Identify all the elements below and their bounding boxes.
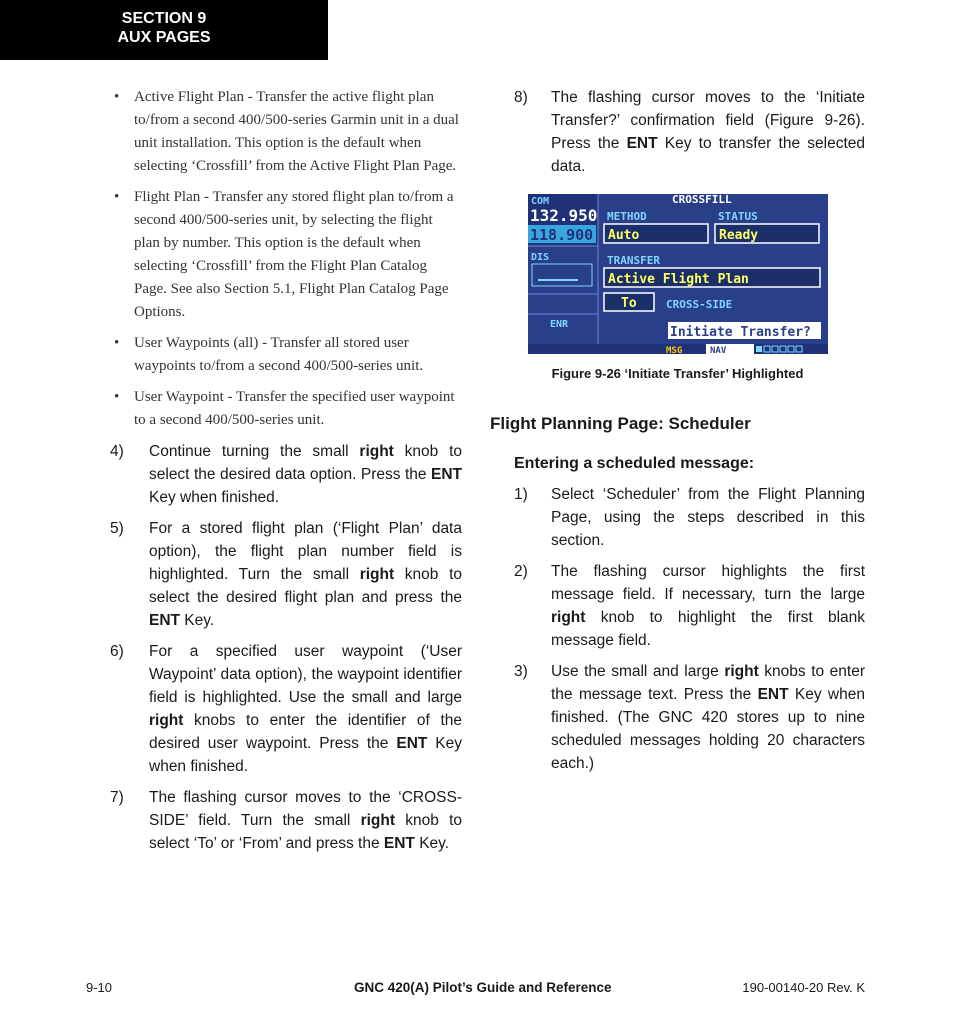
step-item: 4) Continue turning the small right knob to select the desired data option. Press the ENT Key when finished.: [110, 443, 462, 506]
screen-to-value: To: [621, 296, 637, 311]
step-list: [490, 483, 865, 775]
section-number: SECTION 9: [121, 10, 207, 27]
step-item: 5) For a stored flight plan (‘Flight Plan’ data option), the flight plan number field is highlighted. Turn the small right knob to select the desired flight plan and press the ENT Key.: [110, 520, 462, 629]
screen-method-value: Auto: [608, 228, 640, 243]
step-item: 2) The flashing cursor highlights the first message field. If necessary, turn the large right knob to highlight the first blank message field.: [514, 563, 865, 649]
screen-enr-label: ENR: [550, 319, 569, 330]
step-item: 6) For a specified user waypoint (‘User Waypoint’ data option), the waypoint identifier field is highlighted. Use the small and large right knobs to enter the identifier of the desired user waypoint. Press the ENT Key when finished.: [110, 643, 463, 775]
step-list: [490, 86, 865, 178]
screen-status-label: STATUS: [718, 210, 758, 223]
page-number: 9-10: [86, 980, 113, 995]
screen-transfer-label: TRANSFER: [607, 254, 660, 267]
step-item: 7) The flashing cursor moves to the ‘CROSS-SIDE’ field. Turn the small right knob to select ‘To’ or ‘From’ and press the ENT Key.: [110, 789, 462, 852]
crossfill-screen-figure: [528, 194, 828, 354]
document-title: GNC 420(A) Pilot’s Guide and Reference: [354, 980, 612, 995]
screen-status-value: Ready: [719, 228, 759, 243]
screen-com-standby: 118.900: [530, 226, 594, 244]
step-item: 3) Use the small and large right knobs to enter the message text. Press the ENT Key when finished. (The GNC 420 stores up to nine scheduled messages holding 20 characters each.): [514, 663, 865, 772]
screen-crossside-label: CROSS-SIDE: [666, 298, 733, 311]
step-item: 8) The flashing cursor moves to the ‘Initiate Transfer?’ confirmation field (Figure 9-26). Press the ENT Key to transfer the selected data.: [514, 89, 865, 175]
step-item: 1) Select ‘Scheduler’ from the Flight Planning Page, using the steps described in this section.: [514, 486, 865, 549]
screen-dis-label: DIS: [531, 252, 550, 263]
screen-com-active: 132.950: [530, 206, 598, 225]
section-heading: Flight Planning Page: Scheduler: [490, 414, 751, 433]
screen-method-label: METHOD: [607, 210, 647, 223]
list-item: • Active Flight Plan - Transfer the active flight plan to/from a second 400/500-series Garmin unit in a dual unit installation. This option is the default when selecting ‘Crossfill’ from the Active Flight Plan Page.: [114, 89, 459, 174]
screen-initiate-transfer: Initiate Transfer?: [670, 325, 811, 340]
list-item: • User Waypoint - Transfer the specified user waypoint to a second 400/500-series unit.: [114, 389, 455, 428]
option-list: [110, 86, 462, 432]
section-tab: [0, 0, 328, 60]
screen-msg: MSG: [666, 346, 683, 354]
screen-title: CROSSFILL: [672, 194, 732, 206]
subsection-heading: Entering a scheduled message:: [514, 455, 755, 472]
screen-com-label: COM: [531, 196, 550, 207]
left-column: [110, 86, 462, 863]
list-item: • User Waypoints (all) - Transfer all stored user waypoints to/from a second 400/500-series unit.: [114, 335, 424, 374]
step-list: [110, 440, 462, 855]
scheduler-steps: [490, 483, 865, 783]
section-title: AUX PAGES: [117, 29, 211, 46]
figure-caption: Figure 9-26 ‘Initiate Transfer’ Highlighted: [551, 366, 804, 381]
document-number: 190-00140-20 Rev. K: [742, 980, 865, 995]
screen-nav: NAV: [710, 346, 727, 354]
right-column: [490, 86, 865, 186]
list-item: • Flight Plan - Transfer any stored flight plan to/from a second 400/500-series unit, by selecting the flight plan by number. This option is the default when selecting ‘Crossfill’ from the Flight Plan Catalog Page. See also Section 5.1, Flight Plan Catalog Page Options.: [114, 189, 454, 320]
screen-transfer-value: Active Flight Plan: [608, 272, 749, 287]
